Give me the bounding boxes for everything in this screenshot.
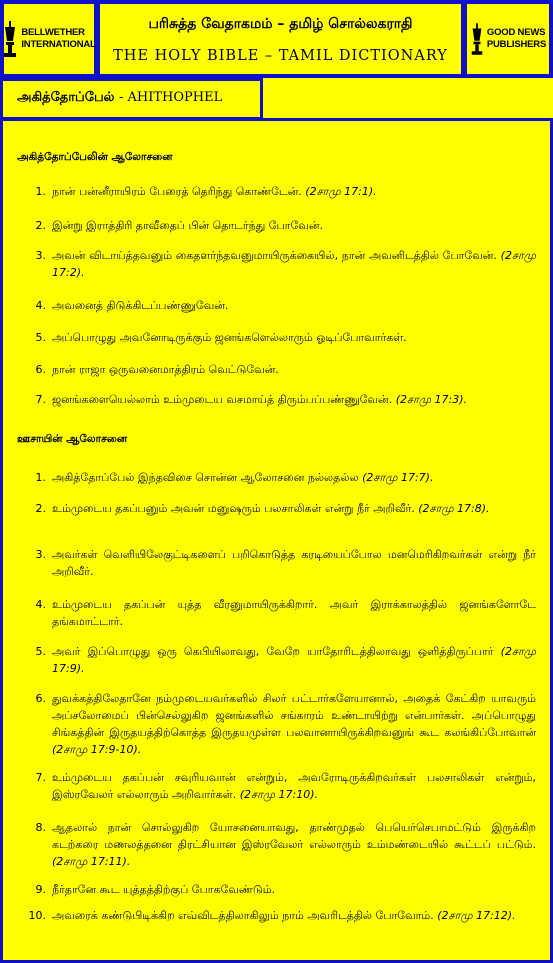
entry-title-box [0,78,263,120]
list-item: 7. ஜனங்களையெல்லாம் உம்முடைய வசமாய்த் திரும்பப்பண்ணுவேன். (2சாமு 17:3). [35,393,468,406]
lamp-icon [470,19,484,59]
list-item: 7. உம்முடைய தகப்பன் சவுரியவான் என்றும், அவரோடிருக்கிறவர்கள் பலசாலிகள் என்றும், இஸ்ரவேலர் எல்லாரும் அறிவார்கள். (2சாமு 17:10). [35,771,536,801]
list-item: 6. துவக்கத்திலேதானே நம்முடையவர்களில் சிலர் பட்டார்களேயானால், அதைக் கேட்கிற யாவரும் அப்சலோமைப் பின்செல்லுகிற ஜனங்களில் சங்காரம் உண்டாயிற்று என்பார்கள். அப்பொழுது சிங்கத்தின் இருதயத்திற்கொத்த இருதயமுள்ள பலவானாயிருக்கிறவனுங் கூட கலங்கிப்போவான் (2சாமு 17:9-10). [35,692,536,756]
list-item: 8. ஆதலால் நான் சொல்லுகிற யோசனையாவது, தாண்முதல் பெயெர்செபாமட்டும் இருக்கிற கடற்கரை மணலத்தனை திரட்சியான இஸ்ரவேலர் எல்லாரும் உம்மண்டையில் கூட்டப் பட்டும். (2சாமு 17:11). [35,821,536,868]
tamil-title: பரிசுத்த வேதாகமம் – தமிழ் சொல்லகராதி [148,16,413,32]
entry-english: - AHITHOPHEL [118,90,223,105]
scripture-reference: (2சாமு 17:12). [437,909,516,922]
list-item: 6. நான் ராஜா ஒருவனைமாத்திரம் வெட்டுவேன். [35,363,279,376]
scripture-reference: (2சாமு 17:11). [52,855,131,868]
list-item: 5. அவர் இப்பொழுது ஒரு கெபியிலாவது, வேறே யாதோரிடத்திலாவது ஒளித்திருப்பார் (2சாமு 17:9). [35,645,536,675]
logo-line-1: GOOD NEWS [486,27,546,38]
lamp-icon [2,19,18,59]
title-banner [96,0,465,78]
list-item: 2. இன்று இராத்திரி தாவீதைப் பின் தொடர்ந்து போவேன். [35,219,323,232]
scripture-reference: (2சாமு 17:2). [52,249,536,279]
scripture-reference: (2சாமு 17:1). [305,185,377,198]
bellwether-logo [0,0,98,78]
list-item: 1. அகித்தோப்பேல் இந்தவிசை சொன்ன ஆலோசனை நல்லதல்ல (2சாமு 17:7). [35,471,434,484]
scripture-reference: (2சாமு 17:9-10). [52,743,142,756]
entry-title [17,90,222,106]
scripture-reference: (2சாமு 17:3). [395,393,468,406]
entry-tamil: அகித்தோப்பேல் [17,90,115,105]
scripture-reference: (2சாமு 17:9). [52,645,536,675]
list-item: 4. அவனைத் திடுக்கிடப்பண்ணுவேன். [35,299,229,312]
logo-line-1: BELLWETHER [21,27,85,38]
good-news-logo [463,0,553,78]
list-item: 4. உம்முடைய தகப்பன் யுத்த வீரனுமாயிருக்கிறார். அவர் இராக்காலத்தில் ஜனங்களோடே தங்கமாட்டார். [35,598,536,628]
list-item: 1. நான் பன்னீராயிரம் பேரைத் தெரிந்து கொண்டேன். (2சாமு 17:1). [35,185,377,198]
logo-line-2: PUBLISHERS [486,39,547,50]
content-panel [0,118,553,963]
section-heading: அகித்தோப்பேலின் ஆலோசனை [17,151,173,163]
list-item: 2. உம்முடைய தகப்பனும் அவன் மனுஷரும் பலசாலிகள் என்று நீர் அறிவீர். (2சாமு 17:8). [35,502,490,515]
list-item: 10. அவரைக் கண்டுபிடிக்கிற எவ்விடத்திலாகிலும் நாம் அவரிடத்தில் போவோம். (2சாமு 17:12). [28,909,516,922]
english-title: THE HOLY BIBLE – TAMIL DICTIONARY [113,48,448,64]
scripture-reference: (2சாமு 17:10). [239,788,319,801]
section-heading: ஊசாயின் ஆலோசனை [17,433,127,445]
scripture-reference: (2சாமு 17:8). [418,502,490,515]
list-item: 3. அவர்கள் வெளியிலேகுட்டிகளைப் பறிகொடுத்த கரடியைப்போல மனமெரிகிறவர்கள் என்று நீர் அறிவீர். [35,548,536,578]
list-item: 9. நீர்தானே கூட யுத்தத்திற்குப் போகவேண்டும். [35,883,276,896]
logo-line-2: INTERNATIONAL [21,39,96,50]
scripture-reference: (2சாமு 17:7). [362,471,434,484]
list-item: 3. அவன் விடாய்த்தவனும் கைதளர்ந்தவனுமாயிருக்கையில், நான் அவனிடத்தில் போவேன். (2சாமு 17:2). [35,249,536,279]
list-item: 5. அப்பொழுது அவனோடிருக்கும் ஜனங்களெல்லாரும் ஓடிப்போவார்கள். [35,331,407,344]
